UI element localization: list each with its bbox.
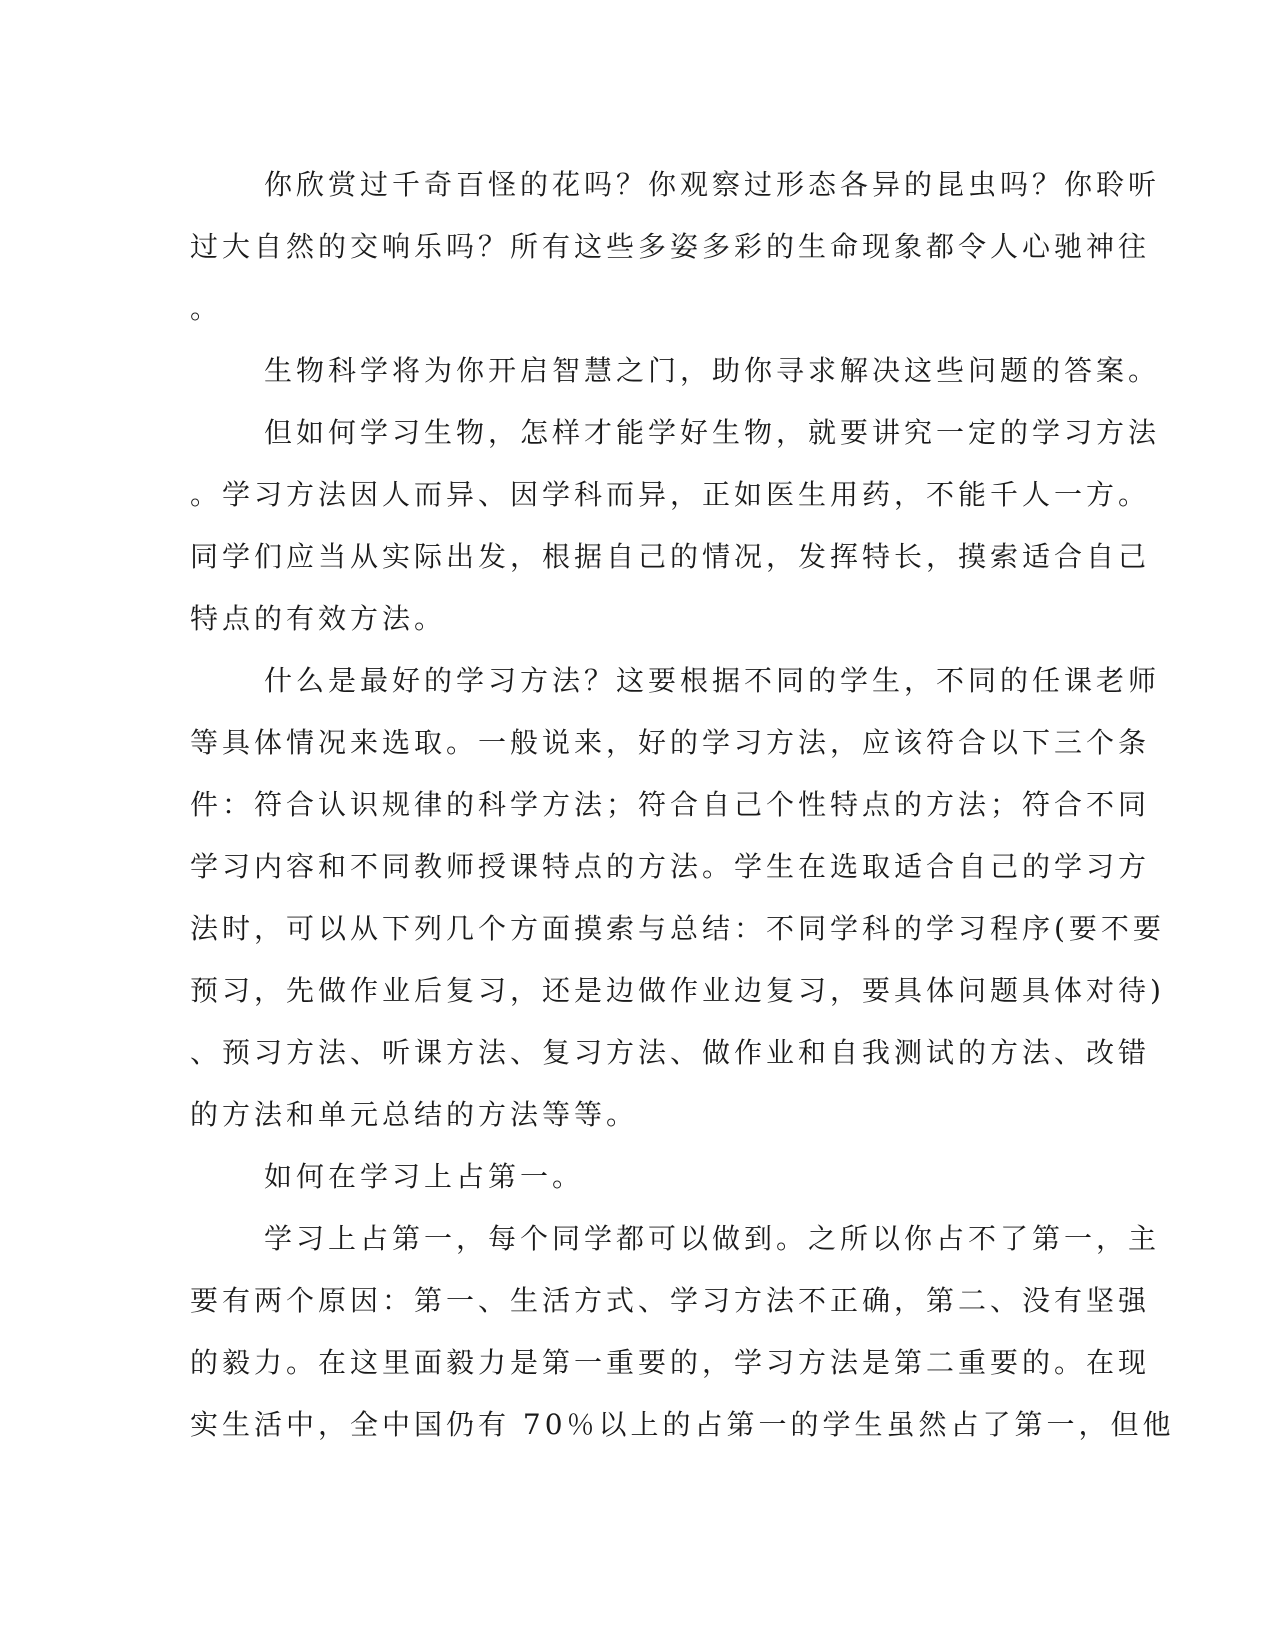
text-line: 同学们应当从实际出发，根据自己的情况，发挥特长，摸索适合自己 bbox=[190, 540, 1151, 573]
paragraph bbox=[190, 650, 1165, 1146]
text-line: 法时，可以从下列几个方面摸索与总结：不同学科的学习程序(要不要 bbox=[190, 912, 1165, 945]
text-line: 。 bbox=[190, 292, 223, 325]
text-line: 等具体情况来选取。一般说来，好的学习方法，应该符合以下三个条 bbox=[190, 726, 1151, 759]
text-line: 你欣赏过千奇百怪的花吗？你观察过形态各异的昆虫吗？你聆听 bbox=[264, 168, 1161, 201]
paragraph bbox=[190, 1208, 1175, 1456]
text-line: 要有两个原因：第一、生活方式、学习方法不正确，第二、没有坚强 bbox=[190, 1284, 1151, 1317]
paragraph bbox=[190, 340, 1161, 402]
text-line: 预习，先做作业后复习，还是边做作业边复习，要具体问题具体对待) bbox=[190, 974, 1165, 1007]
paragraph bbox=[190, 154, 1161, 340]
text-line: 。学习方法因人而异、因学科而异，正如医生用药，不能千人一方。 bbox=[190, 478, 1151, 511]
text-line: 但如何学习生物，怎样才能学好生物，就要讲究一定的学习方法 bbox=[264, 416, 1161, 449]
text-line: 的方法和单元总结的方法等等。 bbox=[190, 1098, 639, 1131]
text-line: 学习内容和不同教师授课特点的方法。学生在选取适合自己的学习方 bbox=[190, 850, 1151, 883]
text-line: 生物科学将为你开启智慧之门，助你寻求解决这些问题的答案。 bbox=[264, 354, 1161, 387]
paragraph bbox=[190, 1146, 1080, 1208]
document-body bbox=[190, 154, 1175, 1456]
text-line: 件：符合认识规律的科学方法；符合自己个性特点的方法；符合不同 bbox=[190, 788, 1151, 821]
text-line: 实生活中，全中国仍有 70％以上的占第一的学生虽然占了第一，但他 bbox=[190, 1408, 1175, 1441]
text-line: 过大自然的交响乐吗？所有这些多姿多彩的生命现象都令人心驰神往 bbox=[190, 230, 1151, 263]
text-line: 如何在学习上占第一。 bbox=[264, 1160, 585, 1193]
text-line: 什么是最好的学习方法？这要根据不同的学生，不同的任课老师 bbox=[264, 664, 1161, 697]
text-line: 的毅力。在这里面毅力是第一重要的，学习方法是第二重要的。在现 bbox=[190, 1346, 1151, 1379]
text-line: 特点的有效方法。 bbox=[190, 602, 447, 635]
paragraph bbox=[190, 402, 1161, 650]
text-line: 、预习方法、听课方法、复习方法、做作业和自我测试的方法、改错 bbox=[190, 1036, 1151, 1069]
text-line: 学习上占第一，每个同学都可以做到。之所以你占不了第一，主 bbox=[264, 1222, 1161, 1255]
